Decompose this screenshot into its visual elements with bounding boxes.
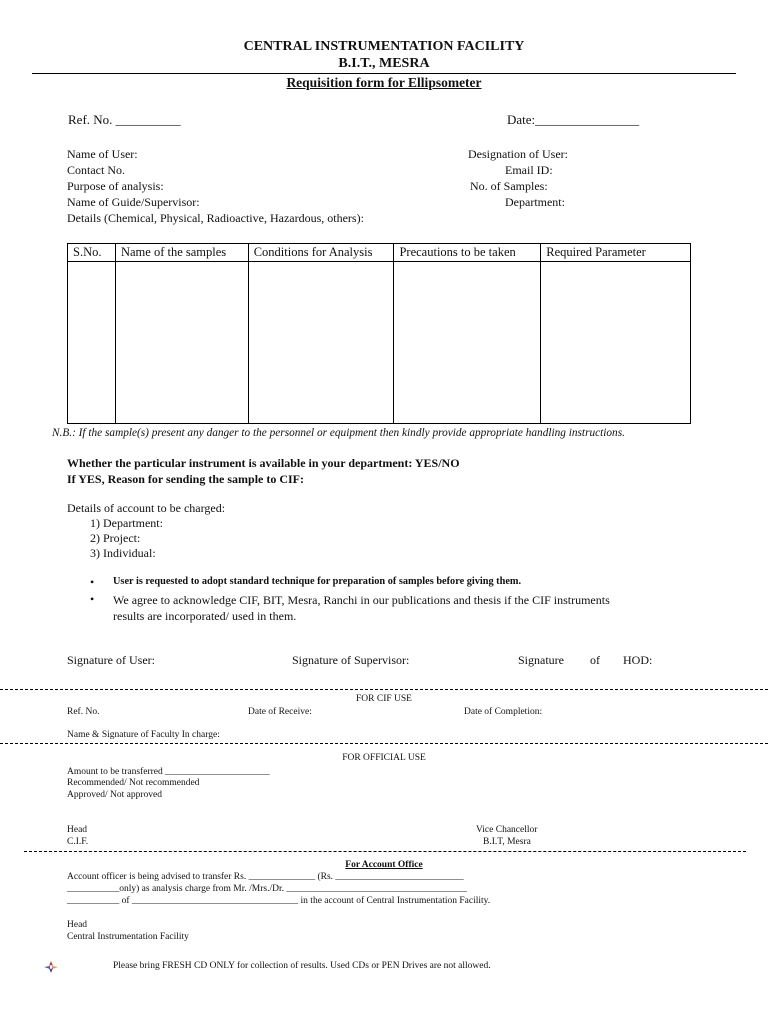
form-title: Requisition form for Ellipsometer: [286, 75, 482, 90]
cut-line: [0, 689, 768, 690]
signature-supervisor[interactable]: Signature of Supervisor:: [292, 653, 410, 667]
cd-icon: [44, 960, 58, 972]
account-line-3[interactable]: ___________ of ___________________________________ in the account of Central Instrumentation Facility.: [67, 896, 491, 906]
header-rule: [32, 73, 736, 74]
email-field[interactable]: Email ID:: [505, 163, 553, 177]
cif-use-title: FOR CIF USE: [356, 694, 412, 704]
institute-name: B.I.T., MESRA: [338, 56, 430, 71]
bullet-acknowledge: We agree to acknowledge CIF, BIT, Mesra, Ranchi in our publications and thesis if the CIF instruments: [113, 593, 610, 607]
head-label: Head: [67, 825, 88, 835]
bullet-technique: User is requested to adopt standard technique for preparation of samples before giving them.: [113, 576, 522, 587]
samples-table: [67, 243, 691, 424]
designation-field[interactable]: Designation of User:: [468, 147, 568, 161]
official-use-title: FOR OFFICIAL USE: [342, 753, 426, 763]
contact-no-field[interactable]: Contact No.: [67, 163, 125, 177]
signature-user[interactable]: Signature of User:: [67, 653, 155, 667]
cell-conditions[interactable]: [248, 262, 394, 424]
col-precautions: Precautions to be taken: [394, 244, 541, 262]
col-sno: S.No.: [68, 244, 116, 262]
col-sample-name: Name of the samples: [115, 244, 248, 262]
col-required-parameter: Required Parameter: [541, 244, 691, 262]
signature-hod: HOD:: [623, 653, 653, 667]
cif-label: C.I.F.: [67, 837, 89, 847]
signature-hod-label[interactable]: Signature: [518, 653, 564, 667]
account-line-1[interactable]: Account officer is being advised to transfer Rs. ______________ (Rs. ___________________________: [67, 872, 464, 882]
signature-hod-of: of: [590, 653, 600, 667]
cell-sno[interactable]: [68, 262, 116, 424]
cell-sample-name[interactable]: [115, 262, 248, 424]
reason-question: If YES, Reason for sending the sample to CIF:: [67, 472, 305, 486]
nb-note: N.B.: If the sample(s) present any danger to the personnel or equipment then kindly provide appropriate handling instructions.: [52, 427, 625, 439]
cut-line: [24, 851, 746, 852]
table-header-row: [68, 244, 691, 262]
recommended-option[interactable]: Recommended/ Not recommended: [67, 778, 200, 788]
account-individual[interactable]: 3) Individual:: [90, 546, 156, 560]
cif-faculty-signature[interactable]: Name & Signature of Faculty In charge:: [67, 730, 220, 740]
account-title: Details of account to be charged:: [67, 501, 226, 515]
table-row[interactable]: [68, 262, 691, 424]
bullet-icon: •: [90, 592, 95, 606]
department-field[interactable]: Department:: [505, 195, 565, 209]
vice-chancellor-label: Vice Chancellor: [476, 825, 538, 835]
instrument-question: Whether the particular instrument is available in your department: YES/NO: [67, 456, 460, 470]
cif-date-receive[interactable]: Date of Receive:: [248, 707, 312, 717]
cif-date-completion[interactable]: Date of Completion:: [464, 707, 543, 717]
account-office-title: For Account Office: [345, 860, 423, 870]
account-cif-label: Central Instrumentation Facility: [67, 932, 189, 942]
guide-field[interactable]: Name of Guide/Supervisor:: [67, 195, 200, 209]
cif-ref-no[interactable]: Ref. No.: [67, 707, 100, 717]
details-field[interactable]: Details (Chemical, Physical, Radioactive, Hazardous, others):: [67, 211, 364, 225]
date-field[interactable]: Date:________________: [507, 112, 640, 127]
approved-option[interactable]: Approved/ Not approved: [67, 790, 162, 800]
user-name-field[interactable]: Name of User:: [67, 147, 138, 161]
num-samples-field[interactable]: No. of Samples:: [470, 179, 548, 193]
account-line-2[interactable]: ___________only) as analysis charge from Mr. /Mrs./Dr. ______________________________________: [67, 884, 467, 894]
cell-required-parameter[interactable]: [541, 262, 691, 424]
bullet-acknowledge-cont: results are incorporated/ used in them.: [113, 609, 297, 623]
amount-transfer-field[interactable]: Amount to be transferred ______________________: [67, 767, 270, 777]
facility-title: CENTRAL INSTRUMENTATION FACILITY: [243, 39, 525, 54]
purpose-field[interactable]: Purpose of analysis:: [67, 179, 164, 193]
col-conditions: Conditions for Analysis: [248, 244, 394, 262]
account-head-label: Head: [67, 920, 88, 930]
account-project[interactable]: 2) Project:: [90, 531, 141, 545]
cell-precautions[interactable]: [394, 262, 541, 424]
bullet-icon: •: [90, 575, 95, 589]
bit-mesra-label: B.I.T, Mesra: [483, 837, 531, 847]
cut-line: [0, 743, 768, 744]
ref-no-field[interactable]: Ref. No. __________: [68, 112, 181, 127]
footer-note: Please bring FRESH CD ONLY for collection of results. Used CDs or PEN Drives are not allowed.: [113, 961, 491, 971]
account-department[interactable]: 1) Department:: [90, 516, 163, 530]
